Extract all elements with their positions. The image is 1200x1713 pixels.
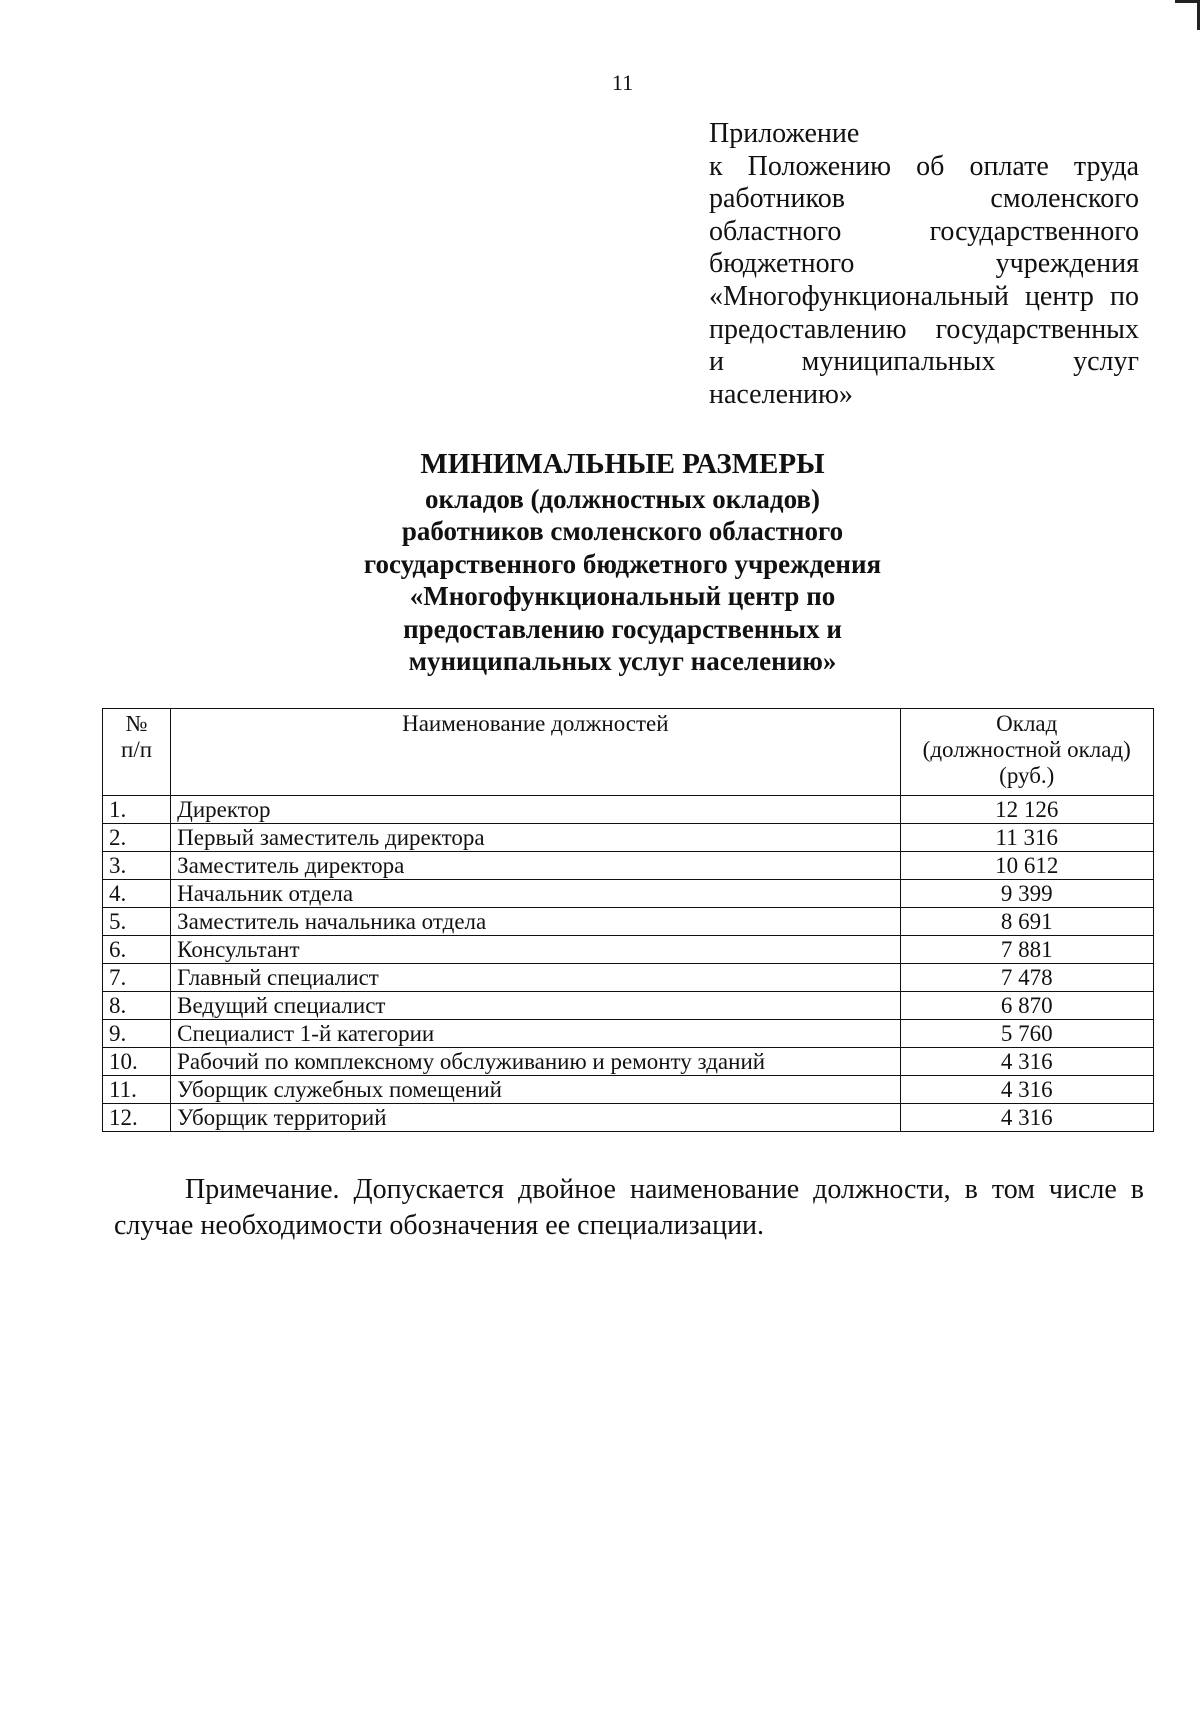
title-line: работников смоленского областного: [401, 516, 844, 546]
header-salary-line: Оклад: [996, 711, 1058, 736]
table-row: [103, 1104, 1154, 1132]
cell-salary: 10 612: [900, 852, 1154, 880]
cell-name: Консультант: [171, 936, 900, 964]
cell-name: Рабочий по комплексному обслуживанию и ремонту зданий: [171, 1048, 900, 1076]
table-header-row: [103, 709, 1154, 796]
cell-salary: 5 760: [900, 1020, 1154, 1048]
cell-name: Директор: [171, 796, 900, 824]
cell-salary: 4 316: [900, 1048, 1154, 1076]
appendix-line: областного государственного: [709, 215, 1139, 247]
cell-num: 1.: [103, 796, 171, 824]
title-line: муниципальных услуг населению»: [408, 646, 837, 676]
table-body: [103, 796, 1154, 1132]
cell-name: Уборщик территорий: [171, 1104, 900, 1132]
cell-name: Заместитель директора: [171, 852, 900, 880]
cell-name: Первый заместитель директора: [171, 824, 900, 852]
title-line: «Многофункциональный центр по: [409, 581, 836, 611]
note-paragraph: Примечание. Допускается двойное наименование должности, в том числе в случае необходимости обозначения ее специализации.: [114, 1174, 1144, 1241]
appendix-line: предоставлению государственных: [709, 313, 1139, 345]
title-main: МИНИМАЛЬНЫЕ РАЗМЕРЫ: [420, 448, 825, 480]
cell-salary: 4 316: [900, 1076, 1154, 1104]
cell-name: Уборщик служебных помещений: [171, 1076, 900, 1104]
table-row: [103, 1076, 1154, 1104]
cell-num: 10.: [103, 1048, 171, 1076]
cell-salary: 8 691: [900, 908, 1154, 936]
table-row: [103, 908, 1154, 936]
cell-num: 9.: [103, 1020, 171, 1048]
title-line: государственного бюджетного учреждения: [363, 548, 882, 579]
document-title: [0, 448, 1200, 678]
table-row: [103, 824, 1154, 852]
cell-num: 8.: [103, 992, 171, 1020]
appendix-line: к Положению об оплате труда: [709, 150, 1139, 182]
header-num-line: №: [125, 711, 148, 736]
appendix-line: работников смоленского: [709, 183, 1139, 215]
header-salary: [900, 709, 1154, 796]
cell-salary: 12 126: [900, 796, 1154, 824]
cell-num: 11.: [103, 1076, 171, 1104]
cell-num: 5.: [103, 908, 171, 936]
appendix-line: Приложение: [709, 118, 860, 149]
table-row: [103, 992, 1154, 1020]
salary-table: [102, 708, 1154, 1132]
title-line: окладов (должностных окладов): [425, 483, 820, 514]
cell-salary: 11 316: [900, 824, 1154, 852]
cell-name: Начальник отдела: [171, 880, 900, 908]
cell-name: Главный специалист: [171, 964, 900, 992]
cell-num: 3.: [103, 852, 171, 880]
appendix-block: [709, 118, 1139, 411]
table-row: [103, 1020, 1154, 1048]
appendix-line: населению»: [709, 378, 853, 410]
appendix-line: и муниципальных услуг: [709, 346, 1139, 378]
appendix-line: бюджетного учреждения: [709, 248, 1139, 280]
cell-salary: 7 478: [900, 964, 1154, 992]
header-name: Наименование должностей: [171, 709, 900, 796]
cell-name: Ведущий специалист: [171, 992, 900, 1020]
table-row: [103, 796, 1154, 824]
table-row: [103, 852, 1154, 880]
cell-salary: 7 881: [900, 936, 1154, 964]
cell-num: 7.: [103, 964, 171, 992]
table-row: [103, 1048, 1154, 1076]
cell-name: Специалист 1-й категории: [171, 1020, 900, 1048]
cell-num: 2.: [103, 824, 171, 852]
header-salary-line: (должностной оклад): [922, 737, 1131, 762]
table-row: [103, 964, 1154, 992]
header-num: [103, 709, 171, 796]
header-salary-line: (руб.): [999, 763, 1055, 788]
title-line: предоставлению государственных и: [403, 613, 842, 644]
header-num-line: п/п: [121, 737, 153, 762]
cell-salary: 6 870: [900, 992, 1154, 1020]
page-number: 11: [611, 70, 634, 95]
cell-salary: 9 399: [900, 880, 1154, 908]
table-row: [103, 936, 1154, 964]
cell-salary: 4 316: [900, 1104, 1154, 1132]
cell-num: 6.: [103, 936, 171, 964]
cell-num: 12.: [103, 1104, 171, 1132]
table-row: [103, 880, 1154, 908]
cell-num: 4.: [103, 880, 171, 908]
appendix-line: «Многофункциональный центр по: [709, 280, 1139, 312]
cell-name: Заместитель начальника отдела: [171, 908, 900, 936]
